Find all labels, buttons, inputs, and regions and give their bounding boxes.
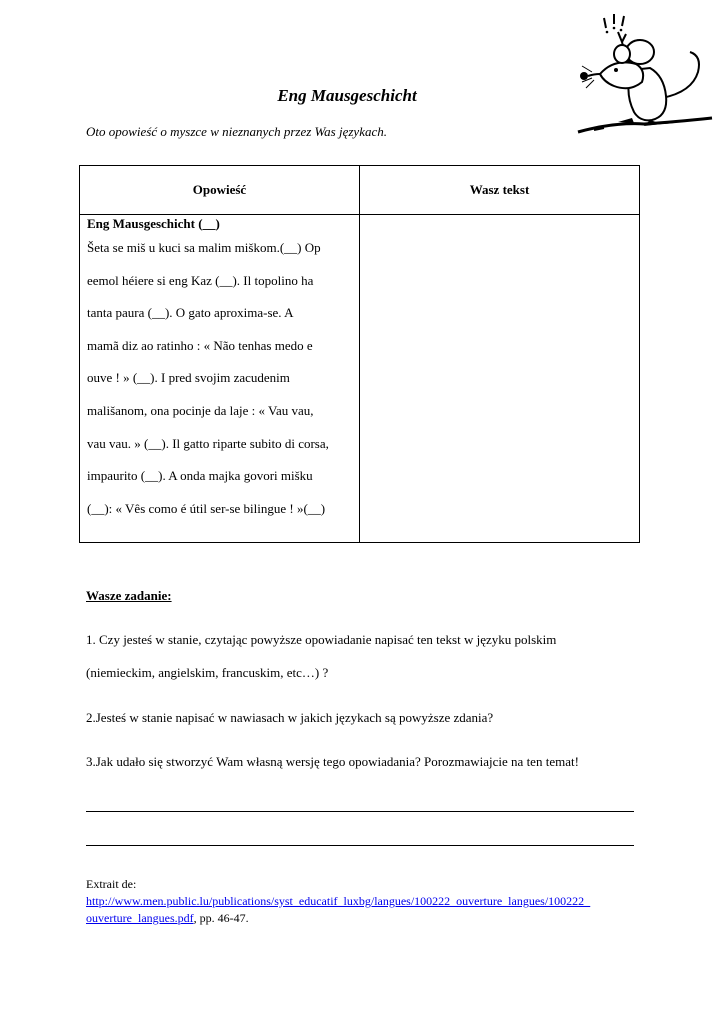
task-title: Wasze zadanie: (86, 588, 172, 603)
mouse-illustration (574, 12, 716, 140)
source-note (86, 876, 646, 927)
source-link-block (86, 893, 646, 927)
story-line: tanta paura (__). O gato aproxima-se. A (87, 305, 294, 321)
question-1: 1. Czy jesteś w stanie, czytając powyższe opowiadanie napisać ten tekst w języku polskim (86, 632, 557, 647)
source-link[interactable]: http://www.men.public.lu/publications/syst_educatif_luxbg/langues/100222_ouverture_langues/100222_ (86, 894, 591, 908)
your-text-cell[interactable] (360, 215, 640, 543)
story-line: mamã diz ao ratinho : « Não tenhas medo e (87, 337, 313, 353)
source-label: Extrait de: (86, 877, 137, 891)
question-1-continued: (niemieckim, angielskim, francuskim, etc…) ? (86, 665, 329, 680)
source-link-continued[interactable]: ouverture_langues.pdf (86, 911, 194, 925)
page-title: Eng Mausgeschicht (277, 86, 417, 105)
story-cell (80, 215, 360, 543)
story-text (87, 232, 353, 525)
header-story: Opowieść (80, 166, 360, 215)
story-line: mališanom, ona pocinje da laje : « Vau vau, (87, 402, 314, 418)
story-line: (__): « Vês como é útil ser-se bilingue ! »(__) (87, 500, 326, 516)
question-2: 2.Jesteś w stanie napisać w nawiasach w jakich językach są powyższe zdania? (86, 710, 494, 725)
story-title: Eng Mausgeschicht (__) (87, 216, 220, 231)
story-line: impaurito (__). A onda majka govori mišku (87, 468, 313, 484)
story-line: eemol héiere si eng Kaz (__). Il topolino ha (87, 272, 314, 288)
table-header-row (80, 166, 640, 215)
story-line: Šeta se miš u kuci sa malim miškom.(__) Op (87, 240, 321, 255)
story-table (79, 165, 640, 543)
table-row (80, 215, 640, 543)
story-line: ouve ! » (__). I pred svojim zacudenim (87, 370, 290, 386)
answer-line[interactable] (86, 811, 634, 812)
intro-text: Oto opowieść o myszce w nieznanych przez Was językach. (86, 124, 387, 139)
question-3: 3.Jak udało się stworzyć Wam własną wersję tego opowiadania? Porozmawiajcie na ten temat! (86, 754, 579, 769)
story-line: vau vau. » (__). Il gatto riparte subito di corsa, (87, 435, 329, 451)
answer-line[interactable] (86, 845, 634, 846)
source-pages: , pp. 46-47. (193, 911, 249, 925)
header-your-text: Wasz tekst (360, 166, 640, 215)
